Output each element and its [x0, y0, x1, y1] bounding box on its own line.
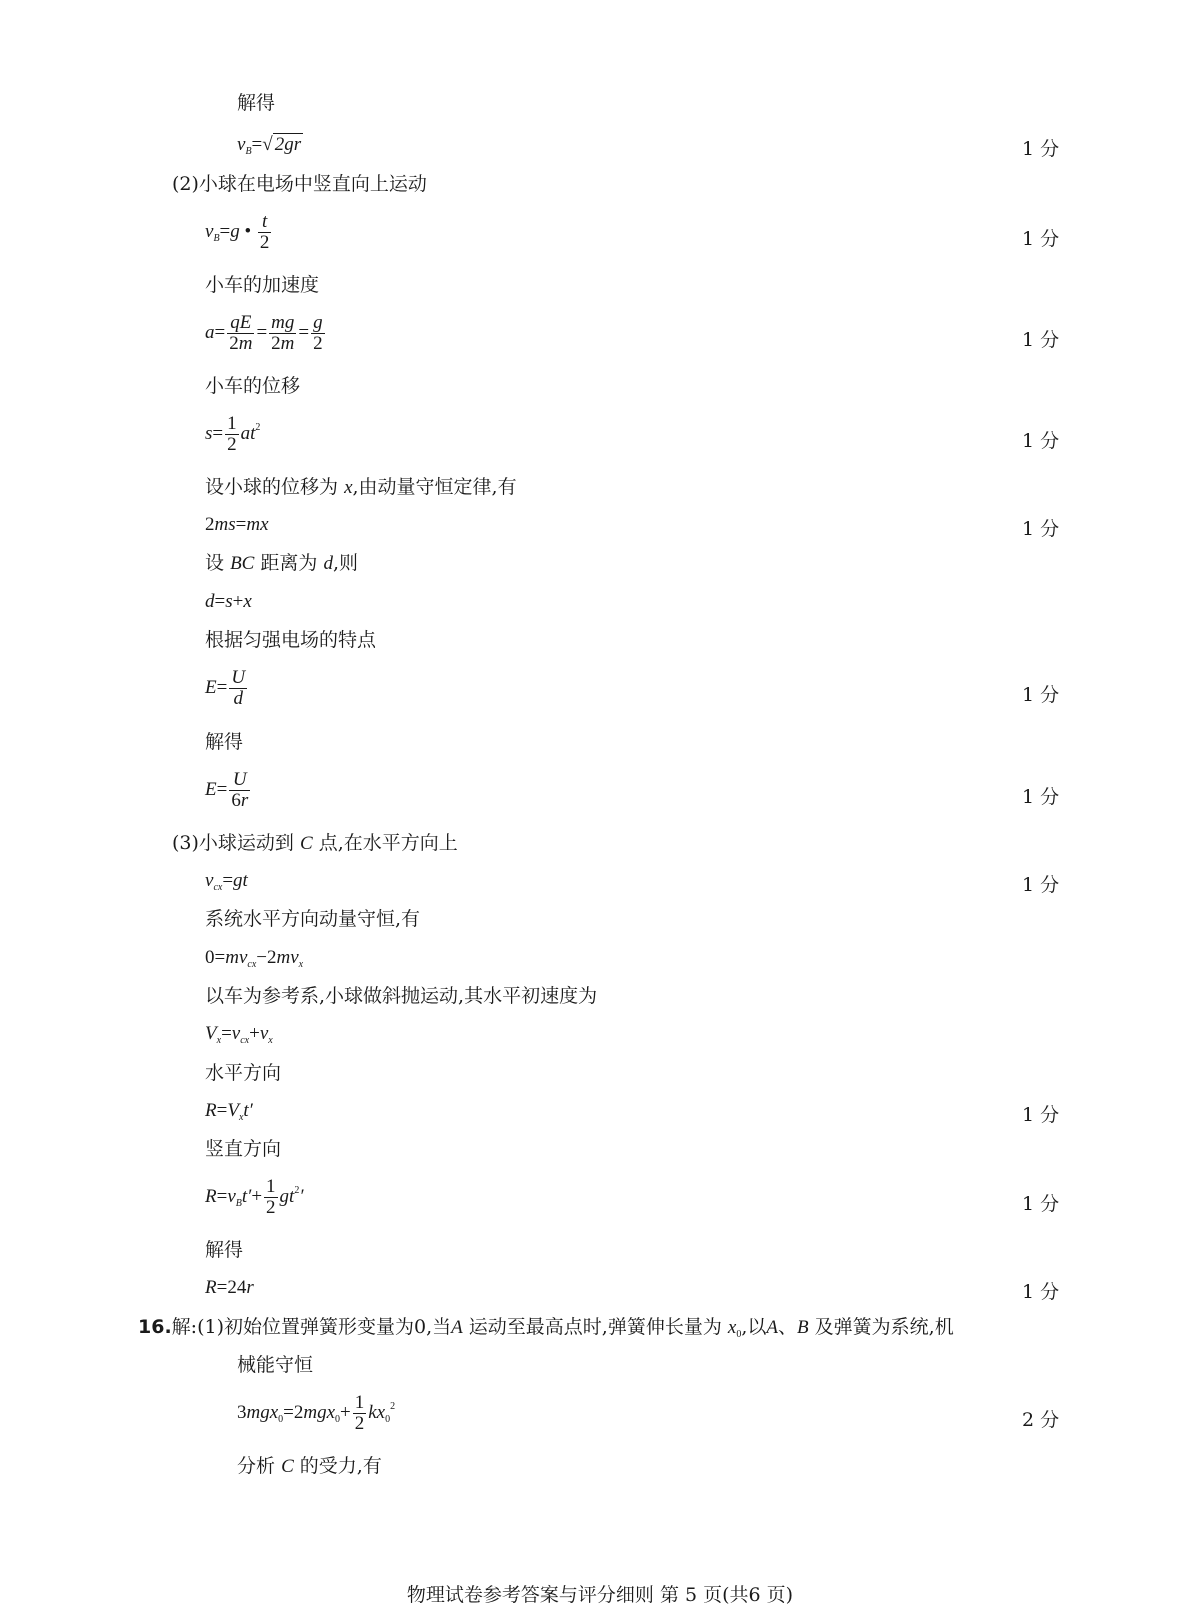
text-analyze-post: 的受力,有	[299, 1455, 382, 1477]
score-vcx: 1 分	[1022, 874, 1060, 896]
q16-text-e: 、	[777, 1316, 797, 1338]
score-eud: 1 分	[1022, 684, 1060, 706]
text-ball-disp-pre: 设小球的位移为	[205, 476, 339, 498]
score-2ms: 1 分	[1022, 518, 1060, 540]
text-bc-mid: 距离为	[260, 552, 318, 574]
eq-e-ud: E= $\frac{U}{d}$	[205, 667, 246, 709]
text-bc: 设 BC 距离为 d,则	[205, 552, 358, 574]
text-horiz: 水平方向	[205, 1062, 282, 1084]
text-vert: 竖直方向	[205, 1138, 282, 1160]
text-momentum: 系统水平方向动量守恒,有	[205, 908, 421, 930]
page-footer: 物理试卷参考答案与评分细则 第 5 页(共6 页)	[406, 1584, 794, 1606]
q16-text-f: 及弹簧为系统,机	[814, 1316, 954, 1338]
text-analyze: 分析 C 的受力,有	[237, 1455, 382, 1477]
score-a: 1 分	[1022, 329, 1060, 351]
score-vbt: 1 分	[1022, 228, 1060, 250]
score-rvx: 1 分	[1022, 1104, 1060, 1126]
q16-number: 16.	[138, 1316, 172, 1338]
q16-text-a: 解:(1)初始位置弹簧形变量为	[171, 1316, 414, 1338]
text-car-disp: 小车的位移	[205, 375, 301, 397]
score-q16: 2 分	[1022, 1409, 1060, 1431]
text-bc-pre: 设	[205, 552, 225, 574]
part2-title: (2)小球在电场中竖直向上运动	[172, 173, 427, 195]
eq-vx: $V_x=v_{cx}+v_x$	[205, 1023, 273, 1046]
score-vb: 1 分	[1022, 138, 1060, 160]
score-eu6r: 1 分	[1022, 786, 1060, 808]
q16-line1: 16.解:(1)初始位置弹簧形变量为0,当A 运动至最高点时,弹簧伸长量为 $x_0$,以A、B 及弹簧为系统,机	[138, 1316, 954, 1340]
text-jiede-2: 解得	[205, 731, 244, 753]
text-uniform-field: 根据匀强电场的特点	[205, 629, 377, 651]
eq-vb-gt: $v_B=g$ • $\frac{t}{2}$	[205, 211, 270, 253]
part3-title-pre: (3)小球运动到	[172, 832, 294, 854]
score-s: 1 分	[1022, 430, 1060, 452]
eq-r24: R=24r	[205, 1277, 254, 1298]
eq-2ms: 2ms=mx	[205, 514, 269, 535]
text-jiede-3: 解得	[205, 1239, 244, 1261]
eq-r-vx: $R=V_xt'$	[205, 1100, 253, 1123]
eq-energy: 3mgx$_0$=2mgx$_0$+ $\frac{1}{2}$ $kx_0^2$	[237, 1392, 396, 1434]
score-rvb: 1 分	[1022, 1193, 1060, 1215]
eq-momentum: $0=mv_{cx}-2mv_x$	[205, 947, 304, 970]
q16-text-d: ,以	[741, 1316, 767, 1338]
text-jiede-1: 解得	[237, 92, 276, 114]
text-frame: 以车为参考系,小球做斜抛运动,其水平初速度为	[205, 985, 598, 1007]
part3-title-post: 点,在水平方向上	[318, 832, 458, 854]
eq-vb-sqrt: $v_B=√$ 2gr	[237, 134, 302, 157]
eq-r-vb: $R=v_Bt'+$ $\frac{1}{2}$ $gt^2'$	[205, 1176, 304, 1218]
text-bc-post: ,则	[332, 552, 358, 574]
text-analyze-pre: 分析	[237, 1455, 276, 1477]
eq-d: d=s+x	[205, 591, 252, 612]
eq-vcx: $v_{cx}=gt$	[205, 870, 248, 893]
q16-line2: 械能守恒	[237, 1354, 314, 1376]
eq-a: a= $\frac{qE}{2m}$ = $\frac{mg}{2m}$ = $\frac{g}{2}$	[205, 312, 323, 354]
eq-e-u6r: E= $\frac{U}{6r}$	[205, 769, 249, 811]
q16-text-b: ,当	[426, 1316, 452, 1338]
text-ball-disp: 设小球的位移为 x,由动量守恒定律,有	[205, 476, 517, 498]
score-r24: 1 分	[1022, 1281, 1060, 1303]
part3-title: (3)小球运动到 C 点,在水平方向上	[172, 832, 458, 854]
text-ball-disp-post: ,由动量守恒定律,有	[352, 476, 517, 498]
eq-s: s= $\frac{1}{2}$ $at^2$	[205, 413, 261, 455]
text-car-acc: 小车的加速度	[205, 274, 320, 296]
q16-text-c: 运动至最高点时,弹簧伸长量为	[468, 1316, 722, 1338]
